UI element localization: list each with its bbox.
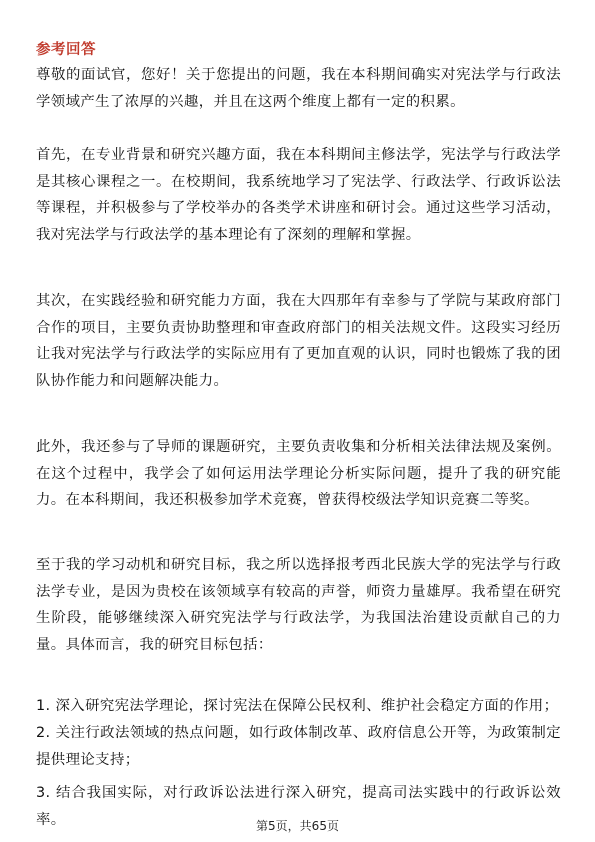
paragraph-practice: 其次，在实践经验和研究能力方面，我在大四那年有幸参与了学院与某政府部门合作的项目，主要负责协助整理和审查政府部门的相关法规文件。这段实习经历让我对宪法学与行政法学的实际应用有了更加直观的认识，同时也锻炼了我的团队协作能力和问题解决能力。 bbox=[36, 293, 561, 389]
paragraph-research: 此外，我还参与了导师的课题研究，主要负责收集和分析相关法律法规及案例。在这个过程中，我学会了如何运用法学理论分析实际问题，提升了我的研究能力。在本科期间，我还积极参加学术竞赛，曾获得校级法学知识竞赛二等奖。 bbox=[36, 439, 561, 508]
list-item-goal-2: 2. 关注行政法领域的热点问题，如行政体制改革、政府信息公开等，为政策制定提供理论支持； bbox=[36, 725, 561, 768]
page-number: 第5页，共65页 bbox=[256, 819, 339, 833]
paragraph-greeting: 尊敬的面试官，您好！关于您提出的问题，我在本科期间确实对宪法学与行政法学领域产生了浓厚的兴趣，并且在这两个维度上都有一定的积累。 bbox=[36, 67, 561, 110]
list-item-goal-3: 3. 结合我国实际，对行政诉讼法进行深入研究，提高司法实践中的行政诉讼效率。 bbox=[36, 785, 561, 828]
list-item-goal-1: 1. 深入研究宪法学理论，探讨宪法在保障公民权利、维护社会稳定方面的作用； bbox=[36, 698, 559, 714]
paragraph-background: 首先，在专业背景和研究兴趣方面，我在本科期间主修法学，宪法学与行政法学是其核心课程之一。在校期间，我系统地学习了宪法学、行政法学、行政诉讼法等课程，并积极参与了学校举办的各类学术讲座和研讨会。通过这些学习活动，我对宪法学与行政法学的基本理论有了深刻的理解和掌握。 bbox=[36, 147, 561, 243]
paragraph-motivation: 至于我的学习动机和研究目标，我之所以选择报考西北民族大学的宪法学与行政法学专业，是因为贵校在该领域享有较高的声誉，师资力量雄厚。我希望在研究生阶段，能够继续深入研究宪法学与行政法学，为我国法治建设贡献自己的力量。具体而言，我的研究目标包括： bbox=[36, 557, 561, 653]
answer-heading: 参考回答 bbox=[36, 42, 96, 58]
